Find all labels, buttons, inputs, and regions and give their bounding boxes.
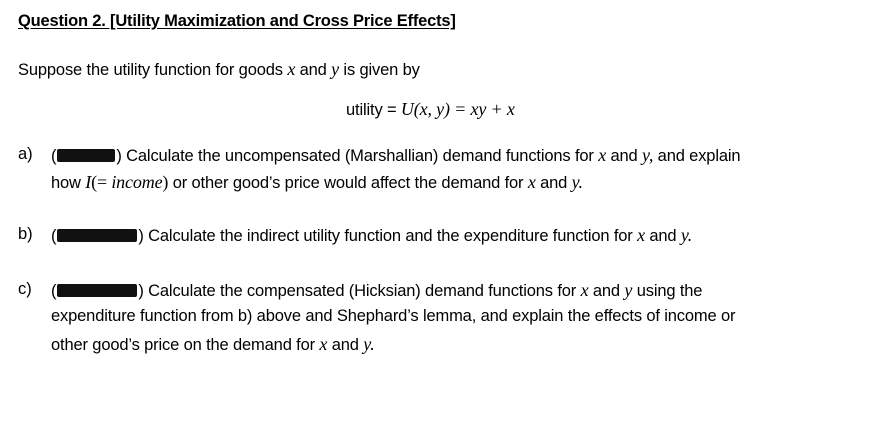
part-b-line-1 (51, 225, 692, 246)
var-x: x (598, 145, 607, 165)
intro-line (18, 59, 420, 80)
redacted-points-mark (57, 229, 137, 242)
part-a-line-1 (51, 145, 740, 166)
var-income-symbol: I (85, 172, 92, 192)
part-c-and-3: and (331, 336, 359, 354)
part-a-line-2 (51, 172, 583, 193)
part-c-line-1 (51, 280, 702, 301)
redacted-points-mark (57, 284, 137, 297)
redacted-points-mark (57, 149, 115, 162)
utility-equation (346, 99, 515, 120)
var-y: y, (642, 145, 654, 165)
utility-formula: U(x, y) = xy + x (400, 99, 515, 119)
var-y: y (331, 59, 339, 79)
paren-close: ) (162, 172, 169, 192)
var-x: x (580, 280, 589, 300)
intro-and: and (299, 61, 327, 79)
intro-text-before: Suppose the utility function for goods (18, 61, 283, 79)
open-paren: ( (51, 282, 57, 300)
var-y: y. (571, 172, 583, 192)
question-heading: Question 2. [Utility Maximization and Cross Price Effects] (18, 12, 456, 30)
part-a-text: ) Calculate the uncompensated (Marshallian) demand functions for (116, 147, 594, 165)
part-a-and-2: and (540, 174, 568, 192)
part-a-text-2: or other good’s price would affect the demand for (172, 174, 524, 192)
part-b-and: and (649, 227, 677, 245)
var-x: x (319, 334, 328, 354)
utility-label: utility = (346, 101, 401, 119)
part-a-tail: and explain (657, 147, 741, 165)
part-c-and: and (592, 282, 620, 300)
part-c-text: ) Calculate the compensated (Hicksian) demand functions for (138, 282, 577, 300)
intro-text-after: is given by (343, 61, 420, 79)
var-x: x (527, 172, 536, 192)
income-word: income (111, 172, 163, 192)
paren-equals: (= (91, 172, 112, 192)
var-y: y (624, 280, 633, 300)
part-c-marker: c) (18, 280, 32, 298)
open-paren: ( (51, 147, 57, 165)
part-c-line-3 (51, 334, 374, 355)
part-c-text-3: other good’s price on the demand for (51, 336, 315, 354)
part-b-text: ) Calculate the indirect utility function and the expenditure function for (138, 227, 633, 245)
open-paren: ( (51, 227, 57, 245)
var-x: x (637, 225, 645, 245)
part-b-marker: b) (18, 225, 33, 243)
var-y: y. (680, 225, 693, 245)
part-a-marker: a) (18, 145, 33, 163)
part-a-and: and (610, 147, 638, 165)
part-c-line-2: expenditure function from b) above and Shephard’s lemma, and explain the effects of income or (51, 307, 736, 325)
part-a-how: how (51, 174, 81, 192)
part-c-tail: using the (636, 282, 703, 300)
var-y: y. (363, 334, 375, 354)
var-x: x (287, 59, 296, 79)
